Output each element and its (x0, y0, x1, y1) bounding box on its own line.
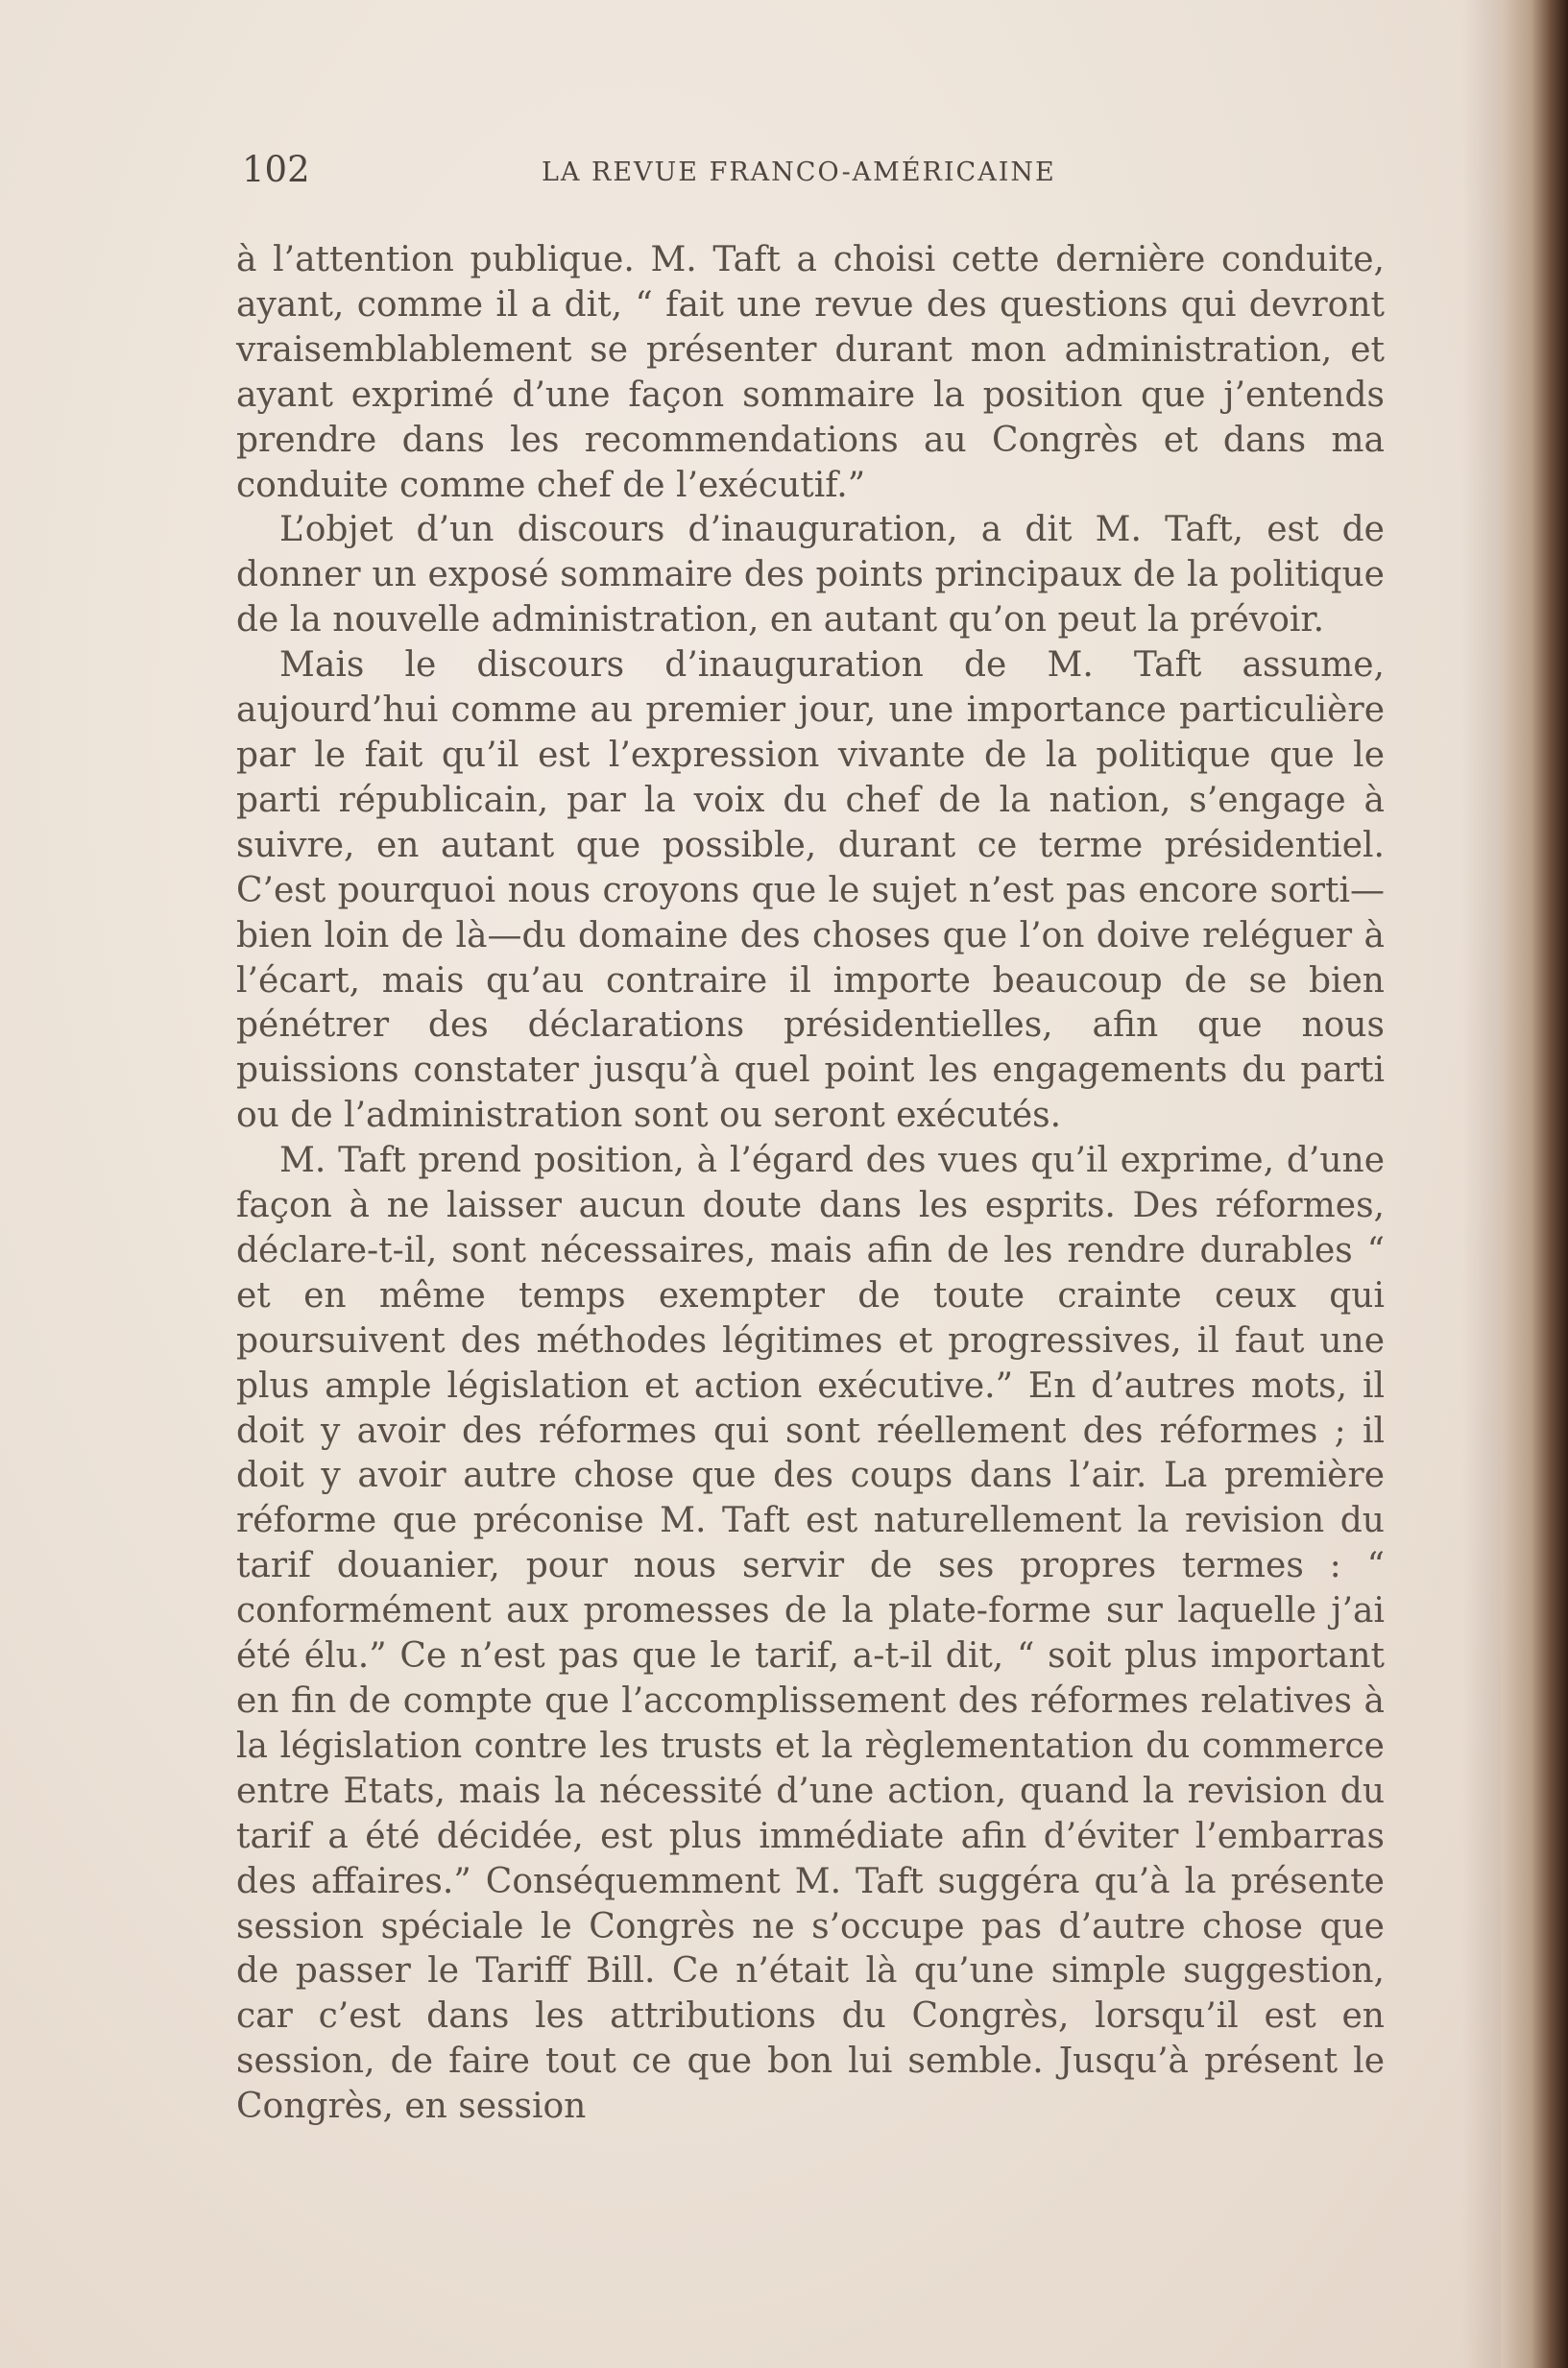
page-number: 102 (242, 149, 310, 190)
running-title: LA REVUE FRANCO-AMÉRICAINE (542, 157, 1056, 187)
binding-shadow (1462, 0, 1501, 2368)
paragraph: Mais le discours d’inauguration de M. Taft assume, aujourd’hui comme au premier jour, une importance particulière par le fait qu’il est l’expression vivante de la politique que le parti républicain, par la voix du chef de la nation, s’engage à suivre, en autant que possible, durant ce terme présidentiel. C’est pourquoi nous croyons que le sujet n’est pas encore sorti—bien loin de là—du domaine des choses que l’on doive reléguer à l’écart, mais qu’au contraire il importe beaucoup de se bien pénétrer des déclarations présidentielles, afin que nous puissions constater jusqu’à quel point les engagements du parti ou de l’administration sont ou seront exécutés. (236, 645, 1385, 1136)
page-header (242, 149, 1385, 197)
paragraph: à l’attention publique. M. Taft a choisi cette dernière conduite, ayant, comme il a dit, “ fait une revue des questions qui devront vraisemblablement se présenter durant mon administration, et ayant exprimé d’une façon sommaire la position que j’entends prendre dans les recommendations au Congrès et dans ma conduite comme chef de l’exécutif.” (236, 240, 1385, 505)
paragraph: L’objet d’un discours d’inauguration, a dit M. Taft, est de donner un exposé sommaire des points principaux de la politique de la nouvelle administration, en autant qu’on peut la prévoir. (236, 510, 1385, 640)
article-body (236, 238, 1385, 2130)
book-binding-edge (1501, 0, 1568, 2368)
paragraph: M. Taft prend position, à l’égard des vues qu’il exprime, d’une façon à ne laisser aucun doute dans les esprits. Des réformes, déclare-t-il, sont nécessaires, mais afin de les rendre durables “ et en même temps exempter de toute crainte ceux qui poursuivent des méthodes légitimes et progressives, il faut une plus ample législation et action exécutive.” En d’autres mots, il doit y avoir des réformes qui sont réellement des réformes ; il doit y avoir autre chose que des coups dans l’air. La première réforme que préconise M. Taft est naturellement la revision du tarif douanier, pour nous servir de ses propres termes : “ conformément aux promesses de la plate-forme sur laquelle j’ai été élu.” Ce n’est pas que le tarif, a-t-il dit, “ soit plus important en fin de compte que l’accomplissement des réformes relatives à la législation contre les trusts et la règlementation du commerce entre Etats, mais la nécessité d’une action, quand la revision du tarif a été décidée, est plus immédiate afin d’éviter l’embarras des affaires.” Conséquemment M. Taft suggéra qu’à la présente session spéciale le Congrès ne s’occupe pas d’autre chose que de passer le Tariff Bill. Ce n’était là qu’une simple suggestion, car c’est dans les attributions du Congrès, lorsqu’il est en session, de faire tout ce que bon lui semble. Jusqu’à présent le Congrès, en session (236, 1141, 1385, 2127)
